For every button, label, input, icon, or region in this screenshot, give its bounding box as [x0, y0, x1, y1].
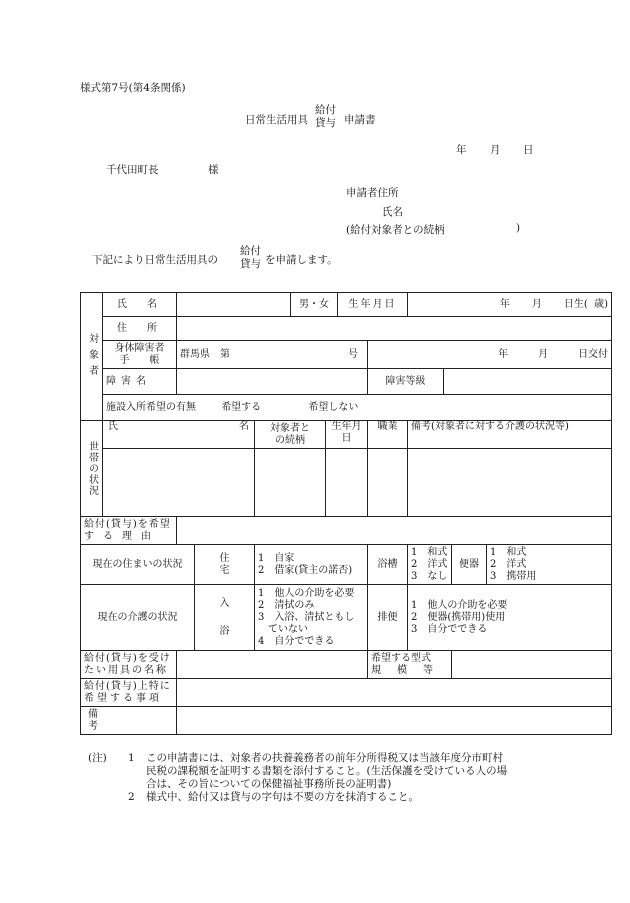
- subject-address-label: 住 所: [103, 317, 177, 341]
- household-section-label: 世帯の状況: [81, 421, 103, 517]
- date-day: 日: [523, 144, 534, 156]
- care-bathing-opt-2: 2 清拭のみ: [258, 599, 315, 611]
- subject-dob-day: 日生(: [563, 298, 588, 310]
- title-option-kyufu: 給付: [315, 104, 336, 116]
- subject-address-field[interactable]: [177, 317, 612, 341]
- care-bathing-label-1: 入: [219, 597, 230, 609]
- notes-heading: (注): [88, 752, 107, 764]
- remarks-label: [81, 707, 188, 735]
- subject-facility-label: 施設入所希望の有無: [106, 401, 196, 413]
- care-bathing-opt-3b: ていない: [258, 623, 308, 635]
- household-col-relation: [255, 421, 326, 449]
- subject-cert-month: 月: [538, 348, 549, 360]
- subject-section-label: 対象者: [81, 293, 103, 421]
- equipment-type-field[interactable]: [452, 651, 612, 679]
- application-form-table: [80, 292, 612, 735]
- subject-cert-pref: 群馬県 第: [180, 348, 230, 360]
- intro-options: [240, 245, 261, 271]
- care-excretion-options[interactable]: [408, 585, 612, 651]
- housing-house-opt-2: 2 借家(貸主の諾否): [258, 564, 353, 576]
- subject-dob-label: 生年月日: [338, 293, 408, 317]
- remarks-label-text: 備 考: [88, 708, 188, 732]
- subject-cert-issued: 日交付: [578, 348, 609, 360]
- care-excretion-opt-3: 3 自分でできる: [411, 623, 488, 635]
- date-month: 月: [490, 144, 501, 156]
- note-1-cont-1: [88, 765, 558, 778]
- special-field[interactable]: [177, 679, 612, 707]
- subject-cert-label-1: 身体障害者: [114, 342, 165, 354]
- housing-house-label-2: 宅: [219, 564, 230, 576]
- household-body-row: [81, 449, 612, 517]
- housing-toilet-options[interactable]: [487, 545, 612, 585]
- household-dob-field[interactable]: [326, 449, 368, 517]
- note-1-cont-2: [88, 778, 558, 791]
- household-col-relation-1: 対象者と: [270, 422, 311, 434]
- subject-dob-year: 年: [499, 298, 510, 310]
- care-bathing-opt-3: 3 入浴、清拭ともし: [258, 611, 355, 623]
- care-excretion-opt-1: 1 他人の介助を必要: [411, 599, 508, 611]
- addressee: 千代田町長: [106, 164, 159, 176]
- household-name-field[interactable]: [103, 449, 255, 517]
- subject-facility-yes[interactable]: 希望する: [221, 401, 262, 413]
- note-2: [88, 791, 558, 804]
- subject-cert-no: 号: [348, 348, 359, 360]
- care-bathing-options[interactable]: [255, 585, 368, 651]
- special-label: [81, 679, 177, 707]
- applicant-relation-close: ): [516, 222, 521, 234]
- housing-row: [81, 545, 612, 585]
- subject-disability-row: [81, 369, 612, 395]
- title-options: [315, 104, 336, 130]
- note-1-text-1: この申請書には、対象者の扶養義務者の前年分所得税又は当該年度分市町村: [146, 752, 503, 764]
- note-1-text-3: 合は、その旨についての保健福祉事務所長の証明書): [146, 778, 392, 790]
- equipment-label-2: たい用具の名称: [84, 664, 168, 676]
- applicant-relation-open: (給付対象者との続柄: [346, 224, 445, 236]
- note-2-text: 様式中、給付又は貸与の字句は不要の方を抹消すること。: [146, 791, 419, 803]
- equipment-row: [81, 651, 612, 679]
- housing-house-options[interactable]: [255, 545, 368, 585]
- household-col-dob: 生年月日: [326, 421, 368, 449]
- subject-cert-label: [103, 341, 177, 369]
- household-col-name: [103, 421, 255, 449]
- title-suffix: 申請書: [344, 114, 376, 126]
- housing-bath-opt-1: 1 和式: [411, 546, 448, 558]
- subject-facility-no[interactable]: 希望しない: [308, 401, 359, 413]
- housing-bath-opt-2: 2 洋式: [411, 558, 448, 570]
- intro-option-kyufu: 給付: [240, 245, 261, 257]
- housing-label: 現在の住まいの状況: [81, 545, 195, 585]
- special-label-2: 希望する事項: [84, 692, 162, 704]
- title-option-taiyo: 貸与: [315, 117, 336, 129]
- reason-label: [81, 517, 177, 545]
- note-2-number: 2: [128, 791, 135, 803]
- applicant-address-label: 申請者住所: [346, 187, 399, 199]
- subject-grade-label: 障害等級: [368, 369, 444, 395]
- remarks-field[interactable]: [177, 707, 612, 735]
- applicant-name-label: 氏名: [382, 206, 403, 218]
- intro-prefix: 下記により日常生活用具の: [92, 254, 218, 266]
- household-notes-field[interactable]: [408, 449, 612, 517]
- care-bathing-opt-1: 1 他人の介助を必要: [258, 587, 355, 599]
- special-label-1: 給付(貸与)上特に: [84, 680, 171, 692]
- housing-house-opt-1: 1 自家: [258, 552, 295, 564]
- housing-house-label: [195, 545, 255, 585]
- equipment-type-label-2: 規 模 等: [371, 664, 437, 676]
- addressee-honorific: 様: [208, 164, 219, 176]
- care-excretion-label: 排便: [368, 585, 408, 651]
- care-bathing-label-2: 浴: [219, 625, 230, 637]
- reason-row: [81, 517, 612, 545]
- form-number: 様式第7号(第4条関係): [80, 82, 186, 94]
- household-col-relation-2: の続柄: [275, 434, 306, 446]
- subject-cert-label-2: 手 帳: [119, 354, 160, 366]
- subject-address-row: [81, 317, 612, 341]
- subject-cert-number-field[interactable]: [177, 341, 368, 369]
- equipment-name-field[interactable]: [177, 651, 368, 679]
- reason-label-1: 給付(貸与)を希望: [84, 518, 171, 530]
- care-row: [81, 585, 612, 651]
- household-col-job: 職業: [368, 421, 408, 449]
- subject-cert-issue-field[interactable]: [368, 341, 612, 369]
- notes-section: [88, 752, 558, 804]
- household-col-name-2: 名: [239, 421, 249, 432]
- date-year: 年: [456, 144, 467, 156]
- housing-toilet-opt-3: 3 携帯用: [490, 570, 537, 582]
- household-col-name-1: 氏: [108, 421, 118, 432]
- subject-dob-age: 歳): [594, 298, 609, 310]
- note-1: [88, 752, 558, 765]
- intro-option-taiyo: 貸与: [240, 258, 261, 270]
- housing-house-label-1: 住: [219, 552, 230, 564]
- care-label: 現在の介護の状況: [81, 585, 195, 651]
- subject-disability-label: 障害名: [103, 369, 177, 395]
- remarks-row: [81, 707, 612, 735]
- care-bathing-label: [195, 585, 255, 651]
- special-row: [81, 679, 612, 707]
- subject-name-label: 氏 名: [103, 293, 177, 317]
- subject-dob-field[interactable]: [408, 293, 612, 317]
- subject-cert-row: [81, 341, 612, 369]
- care-excretion-opt-2: 2 便器(携帯用)使用: [411, 611, 506, 623]
- subject-cert-year: 年: [498, 348, 509, 360]
- equipment-label-1: 給付(貸与)を受け: [84, 652, 171, 664]
- title-prefix: 日常生活用具: [245, 114, 308, 126]
- subject-name-field[interactable]: [177, 293, 291, 317]
- equipment-type-label: [368, 651, 452, 679]
- equipment-type-label-1: 希望する型式: [371, 652, 432, 664]
- note-1-number: 1: [128, 752, 135, 764]
- housing-bath-label: 浴槽: [368, 545, 408, 585]
- care-bathing-opt-4: 4 自分でできる: [258, 635, 335, 647]
- housing-toilet-label: 便器: [452, 545, 487, 585]
- housing-toilet-opt-1: 1 和式: [490, 546, 527, 558]
- housing-toilet-opt-2: 2 洋式: [490, 558, 527, 570]
- subject-grade-field[interactable]: [444, 369, 612, 395]
- subject-facility-field[interactable]: [103, 395, 612, 421]
- subject-dob-month: 月: [531, 298, 542, 310]
- subject-disability-field[interactable]: [177, 369, 368, 395]
- household-job-field[interactable]: [368, 449, 408, 517]
- equipment-label: [81, 651, 177, 679]
- household-header-row: [81, 421, 612, 449]
- subject-gender[interactable]: 男・女: [291, 293, 338, 317]
- reason-field[interactable]: [177, 517, 612, 545]
- subject-facility-row: [81, 395, 612, 421]
- note-1-text-2: 民税の課税額を証明する書類を添付すること。(生活保護を受けている人の場: [146, 765, 508, 777]
- household-relation-field[interactable]: [255, 449, 326, 517]
- housing-bath-opt-3: 3 なし: [411, 570, 448, 582]
- intro-suffix: を申請します。: [265, 254, 338, 266]
- household-col-notes: 備考(対象者に対する介護の状況等): [408, 421, 612, 449]
- reason-label-2: する理由: [84, 530, 160, 542]
- housing-bath-options[interactable]: [408, 545, 452, 585]
- subject-name-row: [81, 293, 612, 317]
